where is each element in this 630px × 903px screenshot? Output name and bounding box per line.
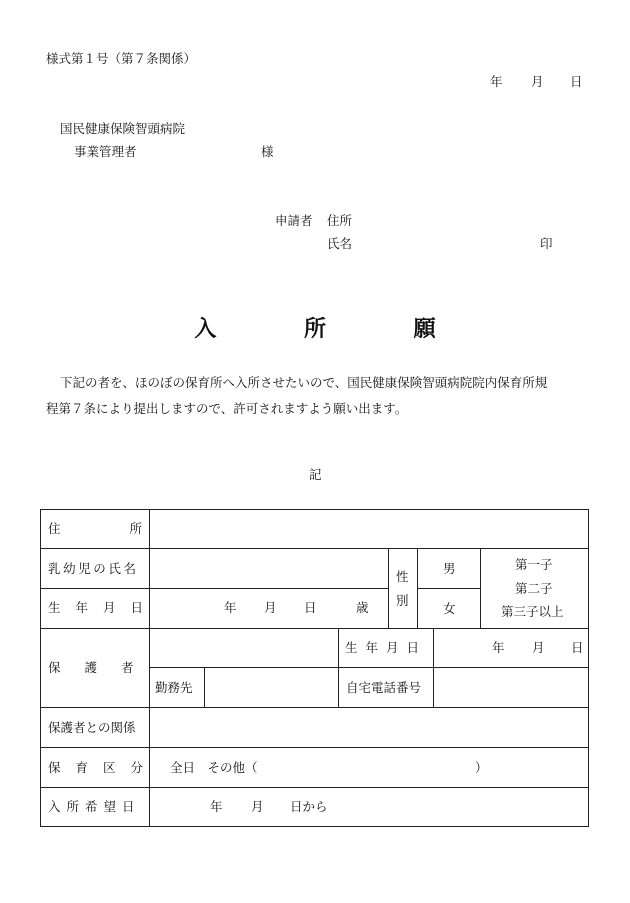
birth-month-label: 月	[264, 600, 277, 615]
body-line-2: 程第７条により提出しますので、許可されますよう願い出ます。	[46, 401, 408, 416]
date-month-label: 月	[531, 74, 544, 89]
guardian-label: 保護者	[48, 660, 158, 675]
desired-month-label: 月	[251, 799, 264, 814]
birth-date-label: 生年月日	[48, 600, 159, 615]
address-field[interactable]	[151, 510, 587, 548]
care-type-close-paren: ）	[475, 760, 488, 775]
desired-day-from-label: 日から	[290, 799, 328, 814]
home-phone-field[interactable]	[434, 668, 587, 706]
sex-label-top: 性	[396, 569, 409, 584]
care-type-label: 保育区分	[48, 760, 159, 775]
child-order-third-plus[interactable]: 第三子以上	[501, 604, 564, 619]
sex-male-option[interactable]: 男	[443, 561, 456, 576]
guardian-birth-label: 生年月日	[345, 640, 428, 655]
desired-date-label: 入所希望日	[48, 799, 141, 814]
guardian-name-field[interactable]	[151, 629, 337, 667]
relationship-field[interactable]	[151, 708, 587, 746]
birth-day-label: 日	[304, 600, 317, 615]
address-label: 住 所	[48, 521, 142, 536]
recipient-title: 事業管理者	[74, 144, 137, 159]
home-phone-label: 自宅電話番号	[346, 680, 422, 695]
child-name-field[interactable]	[151, 549, 387, 587]
date-year-label: 年	[490, 74, 503, 89]
document-title: 入 所 願	[194, 316, 476, 342]
child-name-label: 乳幼児の氏名	[48, 561, 139, 576]
applicant-label: 申請者	[275, 213, 313, 228]
sex-female-option[interactable]: 女	[443, 601, 456, 616]
guardian-month-label: 月	[532, 640, 545, 655]
recipient-organization: 国民健康保険智頭病院	[60, 121, 186, 136]
form-number: 様式第１号（第７条関係）	[46, 51, 197, 66]
recipient-honorific: 様	[261, 144, 274, 159]
applicant-address-label: 住所	[327, 213, 353, 228]
workplace-field[interactable]	[205, 668, 337, 706]
relationship-label: 保護者との関係	[48, 720, 136, 735]
child-order-first[interactable]: 第一子	[515, 557, 553, 572]
guardian-day-label: 日	[571, 640, 584, 655]
applicant-name-label: 氏名	[327, 236, 353, 251]
guardian-year-label: 年	[492, 640, 505, 655]
age-label: 歳	[356, 600, 369, 615]
body-line-1: 下記の者を、ほのぼの保育所へ入所させたいので、国民健康保険智頭病院院内保育所規	[60, 375, 548, 390]
ki-label: 記	[309, 467, 322, 482]
child-order-second[interactable]: 第二子	[515, 581, 553, 596]
care-type-options[interactable]: 全日 その他（	[170, 760, 258, 775]
workplace-label: 勤務先	[155, 680, 193, 695]
applicant-seal: 印	[540, 236, 553, 251]
desired-year-label: 年	[210, 799, 223, 814]
birth-year-label: 年	[224, 600, 237, 615]
sex-label-bottom: 別	[396, 593, 409, 608]
date-day-label: 日	[570, 74, 583, 89]
